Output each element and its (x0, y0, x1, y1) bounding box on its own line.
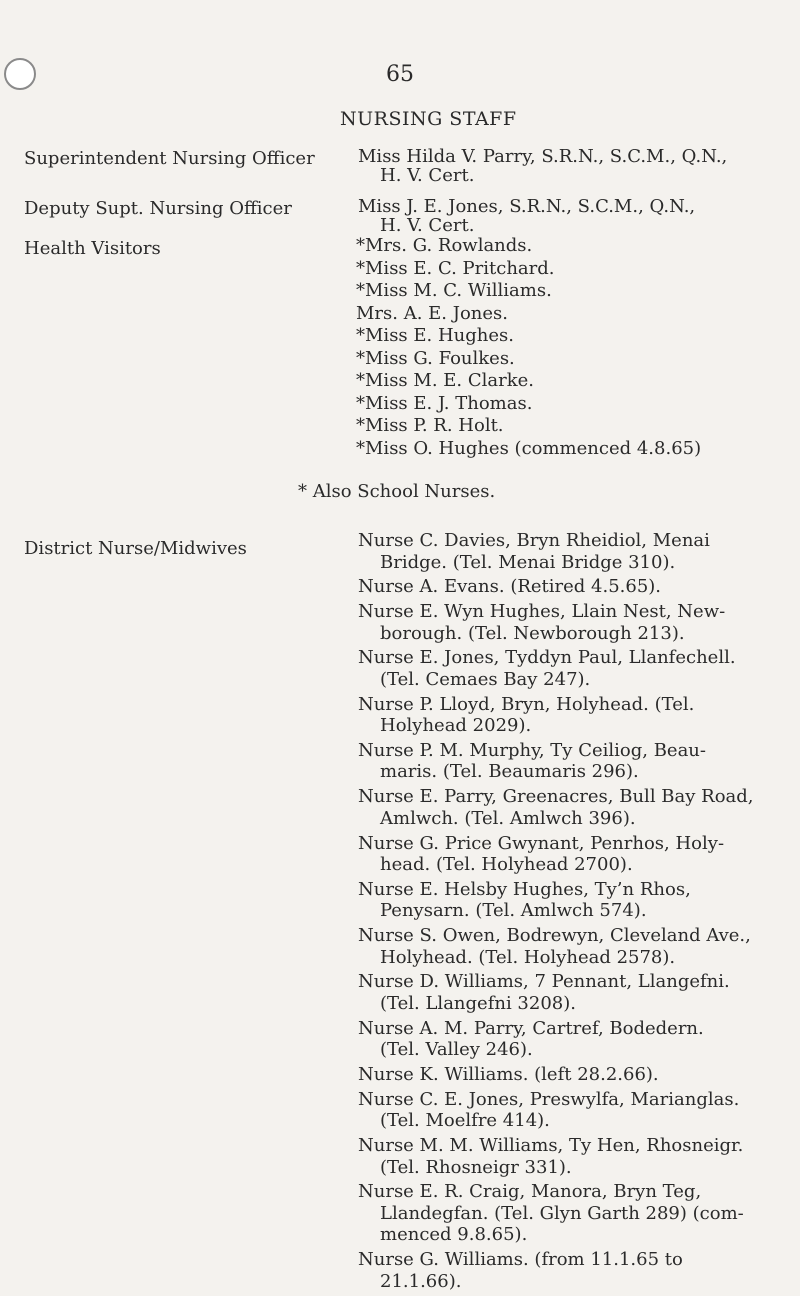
entry-continuation: H. V. Cert. (380, 165, 475, 186)
entry-line: Nurse G. Price Gwynant, Penrhos, Holy- (358, 832, 725, 854)
district-nurse-item (358, 786, 778, 829)
role-district-nurses: District Nurse/Midwives (24, 538, 247, 559)
health-visitor-item: *Miss E. C. Pritchard. (356, 257, 555, 279)
entry-continuation: Amlwch. (Tel. Amlwch 396). (380, 807, 636, 829)
district-nurse-item (358, 1018, 778, 1061)
district-nurse-item (358, 1181, 778, 1246)
district-nurse-item (358, 740, 778, 783)
entry-continuation: Holyhead 2029). (380, 715, 532, 737)
health-visitor-list (356, 235, 701, 460)
district-nurse-list (358, 530, 778, 1296)
entry-continuation: maris. (Tel. Beaumaris 296). (380, 761, 639, 783)
entry-continuation: Holyhead. (Tel. Holyhead 2578). (380, 946, 676, 968)
district-nurse-item (358, 1249, 778, 1292)
entry-continuation: borough. (Tel. Newborough 213). (380, 622, 685, 644)
entry-line: Nurse P. Lloyd, Bryn, Holyhead. (Tel. (358, 693, 695, 715)
role-health-visitors: Health Visitors (24, 238, 161, 259)
entry-line: Nurse C. Davies, Bryn Rheidiol, Menai (358, 530, 710, 551)
entry-line: Nurse P. M. Murphy, Ty Ceiliog, Beau- (358, 739, 706, 761)
district-nurse-item (358, 530, 778, 573)
entry-continuation: (Tel. Llangefni 3208). (380, 992, 576, 1014)
entry-line: Nurse E. R. Craig, Manora, Bryn Teg, (358, 1181, 702, 1203)
district-nurse-item (358, 971, 778, 1014)
entry-continuation: (Tel. Moelfre 414). (380, 1110, 550, 1132)
district-nurse-item (358, 576, 778, 598)
health-visitor-item: Mrs. A. E. Jones. (356, 302, 508, 324)
entry-line: Nurse A. Evans. (Retired 4.5.65). (358, 576, 662, 598)
entry-line: Nurse D. Williams, 7 Pennant, Llangefni. (358, 971, 730, 993)
entry-line: Nurse M. M. Williams, Ty Hen, Rhosneigr. (358, 1135, 744, 1157)
district-nurse-item (358, 1135, 778, 1178)
entry-continuation: (Tel. Rhosneigr 331). (380, 1156, 572, 1178)
entry-line: Miss Hilda V. Parry, S.R.N., S.C.M., Q.N., (358, 146, 728, 167)
health-visitor-item: *Miss G. Foulkes. (356, 347, 515, 369)
entry-line: Nurse S. Owen, Bodrewyn, Cleveland Ave., (358, 925, 751, 947)
entry-line: Nurse E. Parry, Greenacres, Bull Bay Road, (358, 786, 754, 808)
entry-continuation: (Tel. Cemaes Bay 247). (380, 668, 591, 690)
district-nurse-item (358, 1089, 778, 1132)
health-visitor-item: *Miss E. Hughes. (356, 325, 514, 346)
entry-continuation: menced 9.8.65). (380, 1224, 528, 1246)
entry-line: Nurse A. M. Parry, Cartref, Bodedern. (358, 1017, 704, 1039)
role-superintendent: Superintendent Nursing Officer (24, 148, 315, 169)
entry-line: Nurse E. Wyn Hughes, Llain Nest, New- (358, 601, 726, 623)
district-nurse-item (358, 925, 778, 968)
entry-line: Nurse K. Williams. (left 28.2.66). (358, 1064, 659, 1086)
entry-line: Nurse G. Williams. (from 11.1.65 to (358, 1249, 683, 1271)
district-nurse-item (358, 879, 778, 922)
page-number: 65 (386, 62, 414, 87)
footnote: * Also School Nurses. (298, 481, 496, 502)
health-visitor-item: *Mrs. G. Rowlands. (356, 235, 533, 256)
entry-superintendent (358, 147, 778, 185)
district-nurse-item (358, 647, 778, 690)
district-nurse-item (358, 1064, 778, 1086)
entry-continuation: Llandegfan. (Tel. Glyn Garth 289) (com- (380, 1202, 744, 1224)
role-deputy: Deputy Supt. Nursing Officer (24, 198, 292, 219)
entry-line: Nurse E. Helsby Hughes, Ty’n Rhos, (358, 878, 691, 900)
health-visitor-item: *Miss M. E. Clarke. (356, 370, 534, 391)
health-visitor-item: *Miss O. Hughes (commenced 4.8.65) (356, 437, 702, 459)
entry-continuation: Penysarn. (Tel. Amlwch 574). (380, 900, 647, 922)
district-nurse-item (358, 601, 778, 644)
district-nurse-item (358, 694, 778, 737)
entry-continuation: Bridge. (Tel. Menai Bridge 310). (380, 551, 676, 573)
entry-line: Miss J. E. Jones, S.R.N., S.C.M., Q.N., (358, 196, 696, 217)
entry-continuation: (Tel. Valley 246). (380, 1039, 533, 1061)
entry-continuation: head. (Tel. Holyhead 2700). (380, 854, 633, 876)
district-nurse-item (358, 833, 778, 876)
entry-line: Nurse C. E. Jones, Preswylfa, Marianglas. (358, 1088, 740, 1110)
section-title: NURSING STAFF (340, 108, 517, 130)
health-visitor-item: *Miss M. C. Williams. (356, 280, 552, 301)
entry-deputy (358, 197, 778, 235)
entry-continuation: 21.1.66). (380, 1270, 462, 1292)
health-visitor-item: *Miss P. R. Holt. (356, 415, 504, 436)
entry-continuation: H. V. Cert. (380, 215, 475, 236)
health-visitor-item: *Miss E. J. Thomas. (356, 392, 533, 414)
entry-line: Nurse E. Jones, Tyddyn Paul, Llanfechell. (358, 647, 736, 669)
